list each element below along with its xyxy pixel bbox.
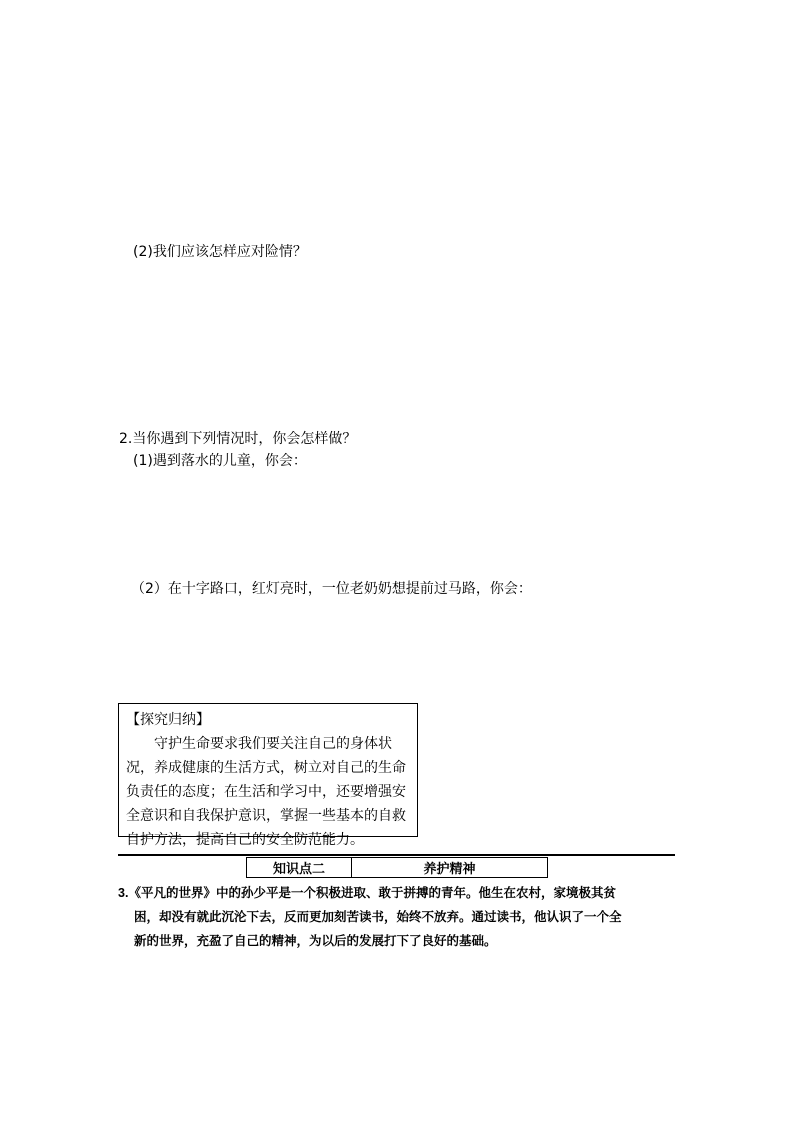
summary-box bbox=[118, 703, 418, 848]
question-3-line-3: 新的世界，充盈了自己的精神，为以后的发展打下了良好的基础。 bbox=[134, 933, 497, 948]
knowledge-point-label: 知识点二 bbox=[247, 858, 352, 877]
question-1-2: (2)我们应该怎样应对险情？ bbox=[133, 244, 307, 260]
question-3-number: 3. bbox=[118, 886, 129, 900]
question-3 bbox=[118, 881, 683, 953]
question-3-line-2: 困，却没有就此沉沦下去，反而更加刻苦读书，始终不放弃。通过读书，他认识了一个全 bbox=[134, 909, 622, 924]
question-2-item-1: (1)遇到落水的儿童，你会： bbox=[133, 453, 307, 469]
question-3-line-1: 《平凡的世界》中的孙少平是一个积极进取、敢于拼搏的青年。他生在农村，家境极其贫 bbox=[128, 885, 616, 900]
section-divider bbox=[118, 854, 675, 856]
summary-title: 【探究归纳】 bbox=[126, 712, 210, 728]
knowledge-point-header bbox=[246, 857, 548, 878]
knowledge-point-topic: 养护精神 bbox=[423, 862, 476, 877]
question-2-item-2: （2）在十字路口，红灯亮时，一位老奶奶想提前过马路，你会： bbox=[131, 581, 532, 597]
question-2-title: 2.当你遇到下列情况时，你会怎样做？ bbox=[119, 431, 357, 447]
summary-body: 守护生命要求我们要关注自己的身体状况，养成健康的生活方式，树立对自己的生命负责任的态度；在生活和学习中，还要增强安全意识和自我保护意识，掌握一些基本的自救自护方法，提高自己的安全防范能力。 bbox=[126, 736, 406, 848]
